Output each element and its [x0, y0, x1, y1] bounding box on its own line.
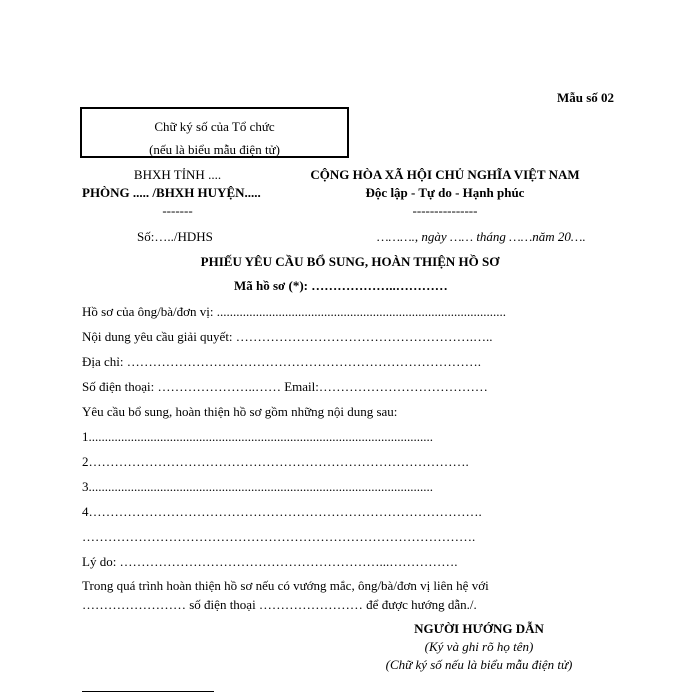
- reason-field: Lý do: ……………………………………………………...…………….: [82, 554, 458, 569]
- record-code: Mã hồ sơ (*): ………………..…………: [234, 278, 448, 293]
- signer-title: NGƯỜI HƯỚNG DẪN: [414, 621, 544, 636]
- agency-separator: -------: [162, 203, 193, 218]
- request-content-field: Nội dung yêu cầu giải quyết: ……………………………………………….…..: [82, 329, 493, 344]
- nation-motto: Độc lập - Tự do - Hạnh phúc: [365, 185, 525, 200]
- item-extra: ……………………………………………………………………………….: [82, 529, 476, 544]
- doc-number: Số:…../HDHS: [137, 229, 213, 244]
- item-4: 4……………………………………………………………………………….: [82, 504, 482, 519]
- nation-separator: ---------------: [412, 203, 478, 218]
- form-title: PHIẾU YÊU CẦU BỔ SUNG, HOÀN THIỆN HỒ SƠ: [200, 254, 500, 269]
- signer-note2: (Chữ ký số nếu là biểu mẫu điện tử): [385, 657, 573, 672]
- contact-note-line2: …………………… số điện thoại …………………… để được hướng dẫn./.: [82, 597, 477, 612]
- agency-line1: BHXH TỈNH ....: [133, 167, 222, 182]
- signature-box: [80, 107, 349, 158]
- supplement-intro: Yêu cầu bổ sung, hoàn thiện hồ sơ gồm những nội dung sau:: [82, 404, 398, 419]
- nation-title: CỘNG HÒA XÃ HỘI CHỦ NGHĨA VIỆT NAM: [310, 167, 580, 182]
- item-3: 3..........................................................................................................: [82, 479, 433, 494]
- item-2: 2…………………………………………………………………………….: [82, 454, 469, 469]
- signature-box-line1: Chữ ký số của Tổ chức: [154, 119, 275, 134]
- form-code: Mẫu số 02: [557, 90, 615, 105]
- signer-note1: (Ký và ghi rõ họ tên): [424, 639, 534, 654]
- address-field: Địa chỉ: ……………………………………………………………………….: [82, 354, 482, 369]
- agency-line2: PHÒNG ..... /BHXH HUYỆN.....: [82, 185, 261, 200]
- contact-note-line1: Trong quá trình hoàn thiện hồ sơ nếu có vướng mắc, ông/bà/đơn vị liên hệ với: [82, 578, 489, 593]
- signature-box-line2: (nếu là biểu mẫu điện tử): [149, 142, 280, 157]
- date-line: ………., ngày …… tháng ……năm 20….: [377, 229, 586, 244]
- applicant-field: Hồ sơ của ông/bà/đơn vị: .........................................................................................: [82, 304, 506, 319]
- phone-email-field: Số điện thoại: …………………..…… Email:…………………………………: [82, 379, 488, 394]
- item-1: 1..........................................................................................................: [82, 429, 433, 444]
- footnote-divider: [82, 691, 214, 692]
